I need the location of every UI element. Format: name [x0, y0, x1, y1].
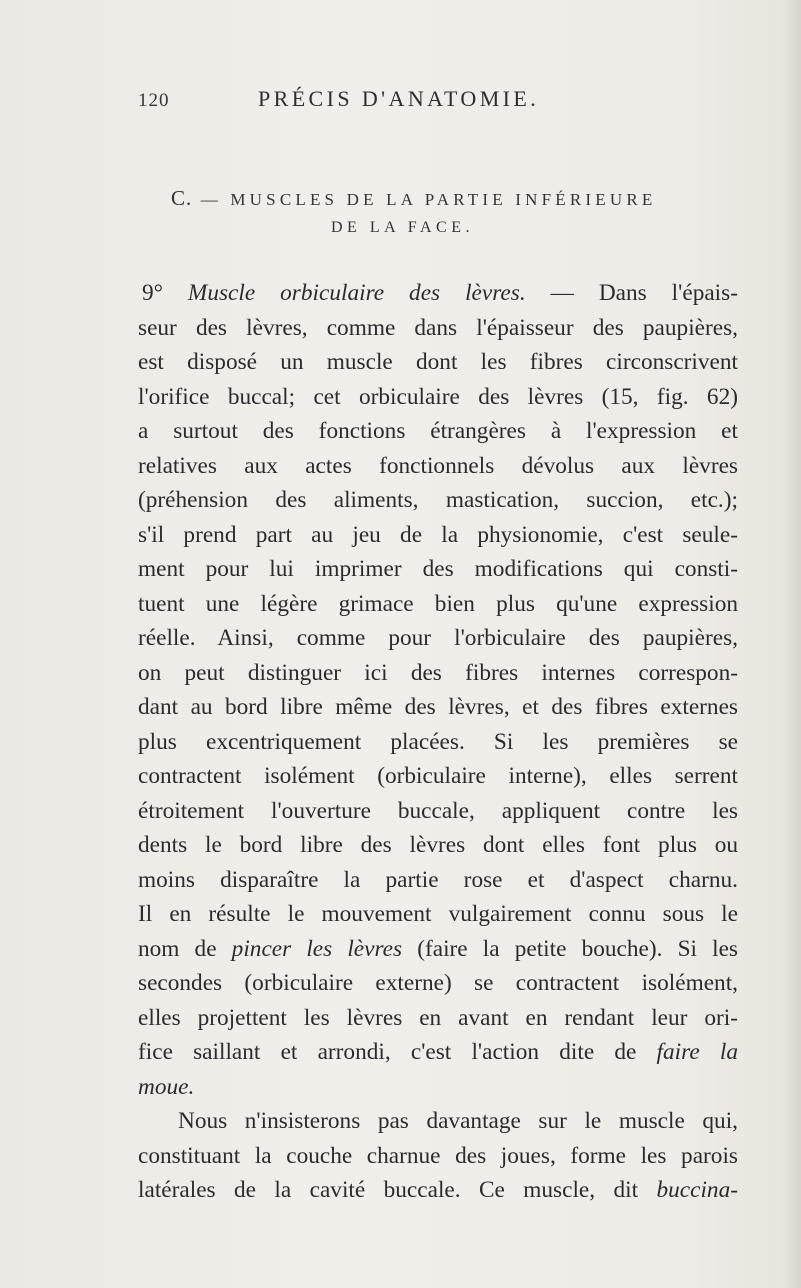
text-line: moins disparaître la partie rose et d'aspect charnu.	[138, 866, 738, 893]
text-line: tuent une légère grimace bien plus qu'une expression	[138, 590, 738, 617]
italic-term-buccina: buccina-	[656, 1177, 738, 1203]
text-line: relatives aux actes fonctionnels dévolus aux lèvres	[138, 452, 738, 479]
paragraph-buccinateur	[138, 1104, 738, 1208]
text-line: plus excentriquement placées. Si les premières se	[138, 728, 738, 755]
italic-term-pincer: pincer les lèvres	[231, 935, 403, 962]
paragraph-orbiculaire	[138, 276, 738, 1104]
text-line: contractent isolément (orbiculaire interne), elles serrent	[138, 763, 738, 789]
text-line: elles projettent les lèvres en avant en rendant leur ori-	[138, 1004, 738, 1031]
text-line-pincer	[138, 932, 738, 967]
text-line: on peut distinguer ici des fibres internes correspon-	[138, 659, 738, 686]
text-line: dant au bord libre même des lèvres, et des fibres externes	[138, 694, 738, 720]
text-line: s'il prend part au jeu de la physionomie, c'est seule-	[138, 521, 738, 548]
text-fragment: nom de	[138, 935, 232, 962]
text-line: dents le bord libre des lèvres dont elles font plus ou	[138, 832, 738, 858]
text-line-moue	[138, 1070, 738, 1105]
text-line: ment pour lui imprimer des modifications qui consti-	[138, 556, 738, 582]
text-line: — Dans l'épais-	[525, 280, 738, 306]
text-fragment: fice saillant et arrondi, c'est l'action dite de	[138, 1039, 657, 1065]
muscle-number: 9°	[142, 280, 163, 306]
text-fragment: (faire la petite bouche). Si les	[402, 935, 739, 962]
text-line: réelle. Ainsi, comme pour l'orbiculaire des paupières,	[138, 625, 738, 651]
text-line-buccina	[138, 1173, 738, 1208]
text-line: a surtout des fonctions étrangères à l'expression et	[138, 418, 738, 444]
text-line: l'orifice buccal; cet orbiculaire des lèvres (15, fig. 62)	[138, 383, 738, 410]
section-heading-line1	[171, 186, 656, 211]
text-line: Nous n'insisterons pas davantage sur le muscle qui,	[178, 1108, 738, 1134]
section-title-line1: — MUSCLES DE LA PARTIE INFÉRIEURE	[200, 190, 657, 209]
section-letter: C.	[171, 186, 193, 210]
section-title-line2: DE LA FACE.	[331, 219, 474, 236]
page-edge-shadow	[783, 0, 801, 1288]
text-fragment: latérales de la cavité buccale. Ce muscle, dit	[138, 1177, 657, 1203]
text-line: secondes (orbiculaire externe) se contractent isolément,	[138, 970, 738, 996]
paragraph-first-line	[138, 276, 738, 311]
text-line-faire	[138, 1035, 738, 1070]
text-line: (préhension des aliments, mastication, succion, etc.);	[138, 487, 738, 513]
text-line: Il en résulte le mouvement vulgairement connu sous le	[138, 901, 738, 927]
page-header	[0, 84, 801, 114]
running-head: PRÉCIS D'ANATOMIE.	[258, 86, 540, 111]
muscle-title: Muscle orbiculaire des lèvres.	[187, 280, 526, 306]
text-line: étroitement l'ouverture buccale, appliquent contre les	[138, 797, 738, 824]
italic-term-moue: moue.	[138, 1073, 195, 1100]
italic-term-faire: faire la	[656, 1039, 738, 1065]
body-text	[138, 276, 738, 1208]
text-line: seur des lèvres, comme dans l'épaisseur des paupières,	[138, 314, 738, 341]
page-number: 120	[138, 90, 170, 111]
text-line: est disposé un muscle dont les fibres circonscrivent	[138, 349, 738, 375]
text-line: constituant la couche charnue des joues, forme les parois	[138, 1142, 738, 1169]
